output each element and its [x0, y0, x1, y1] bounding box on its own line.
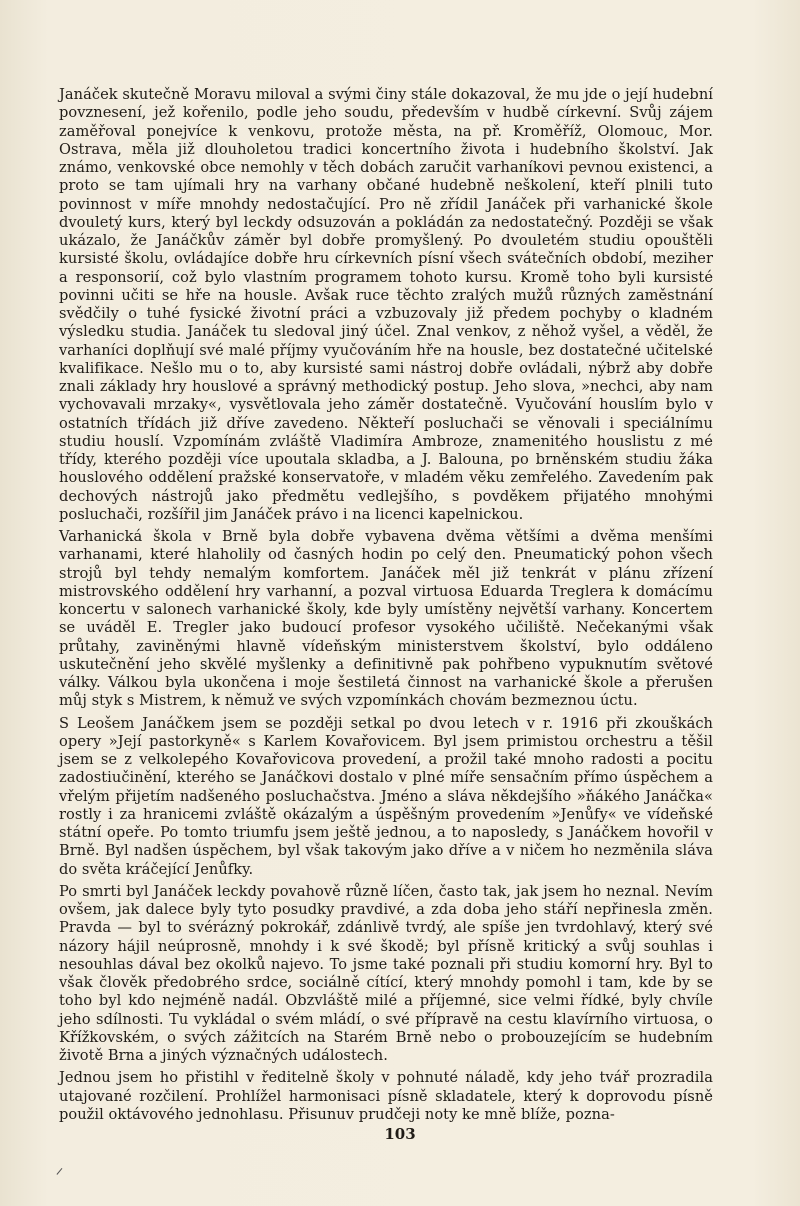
paragraph-4: Po smrti byl Janáček leckdy povahově různě líčen, často tak, jak jsem ho neznal. Nevím ovšem, jak dalece byly tyto posudky pravdivé, a zda doba jeho stáří nepřinesla změn. Pravda — byl to svérázný pokrokář, zdánlivě tvrdý, ale spíše jen tvrdohlavý, který své názory hájil neúprosně, mnohdy i k své škodě; byl přísně kritický a svůj souhlas i nesouhlas dával bez okolků najevo. To jsme také poznali při studiu komorní hry. Byl to však člověk předobrého srdce, sociálně cítící, který mnohdy pomohl i tam, kde by se toho byl kdo nejméně nadál. Obzvláště milé a příjemné, sice velmi řídké, byly chvíle jeho sdílnosti. Tu vykládal o svém mládí, o své přípravě na cestu klavírního virtuosa, o Křížkovském, o svých zážitcích na Starém Brně nebo o probouzejícím se hudebním životě Brna a jiných význačných událostech. [59, 882, 713, 1064]
paragraph-1: Janáček skutečně Moravu miloval a svými činy stále dokazoval, že mu jde o její hudební povznesení, jež kořenilo, podle jeho soudu, především v hudbě církevní. Svůj zájem zaměřoval ponejvíce k venkovu, protože města, na př. Kroměříž, Olomouc, Mor. Ostrava, měla již dlouholetou tradici koncertního života i hudebního školství. Jak známo, venkovské obce nemohly v těch dobách zaručit varhaníkovi pevnou existenci, a proto se tam ujímali hry na varhany občané hudebně neškolení, kteří plnili tuto povinnost v míře mnohdy nedostačující. Pro ně zřídil Janáček při varhanické škole dvouletý kurs, který byl leckdy odsuzován a pokládán za nedostatečný. Později se však ukázalo, že Janáčkův záměr byl dobře promyšlený. Po dvouletém studiu opouštěli kursisté školu, ovládajíce dobře hru církevních písní všech svátečních období, meziher a responsorií, což bylo vlastním programem tohoto kursu. Kromě toho byli kursisté povinni učiti se hře na housle. Avšak ruce těchto zralých mužů různých zaměstnání svědčily o tuhé fysické životní práci a vzbuzovaly již předem pochyby o kladném výsledku studia. Janáček tu sledoval jiný účel. Znal venkov, z něhož vyšel, a věděl, že varhaníci doplňují své malé příjmy vyučováním hře na housle, bez dostatečné učitelské kvalifikace. Nešlo mu o to, aby kursisté sami nástroj dobře ovládali, nýbrž aby dobře znali základy hry houslové a správný methodický postup. Jeho slova, »nechci, aby nam vychovavali mrzaky«, vysvětlovala jeho záměr dostatečně. Vyučování houslím bylo v ostatních třídách již dříve zavedeno. Někteří posluchači se věnovali i speciálnímu studiu houslí. Vzpomínám zvláště Vladimíra Ambroze, znamenitého houslistu z mé třídy, kterého později více upoutala skladba, a J. Balouna, po brněnském studiu žáka houslového oddělení pražské konservatoře, v mladém věku zemřelého. Zavedením pak dechových nástrojů jako předmětu vedlejšího, s povděkem přijatého mnohými posluchači, rozšířil jim Janáček právo i na licenci kapelnickou. [59, 86, 713, 523]
body-text [59, 86, 713, 1128]
paragraph-2: Varhanická škola v Brně byla dobře vybavena dvěma většími a dvěma menšími varhanami, které hlaholily od časných hodin po celý den. Pneumatický pohon všech strojů byl tehdy nemalým komfortem. Janáček měl již tenkrát v plánu zřízení mistrovského oddělení hry varhanní, a pozval virtuosa Eduarda Treglera k domácímu koncertu v salonech varhanické školy, kde byly umístěny největší varhany. Koncertem se uváděl E. Tregler jako budoucí profesor vysokého učiliště. Nečekanými však průtahy, zaviněnými hlavně vídeňským ministerstvem školství, bylo oddáleno uskutečnění jeho skvělé myšlenky a definitivně pak pohřbeno vypuknutím světové války. Válkou byla ukončena i moje šestiletá činnost na varhanické škole a přerušen můj styk s Mistrem, k němuž ve svých vzpomínkách chovám bezmeznou úctu. [59, 528, 713, 710]
paragraph-5: Jednou jsem ho přistihl v ředitelně školy v pohnuté náladě, kdy jeho tvář prozradila utajované rozčilení. Prohlížel harmonisaci písně skladatele, který k doprovodu písně použil oktávového jednohlasu. Přisunuv prudčeji noty ke mně blíže, pozna- [59, 1069, 713, 1123]
page-number: 103 [384, 1125, 416, 1143]
paragraph-3: S Leošem Janáčkem jsem se později setkal po dvou letech v r. 1916 při zkouškách opery »Její pastorkyně« s Karlem Kovařovicem. Byl jsem primistou orchestru a těšil jsem se z velkolepého Kovařovicova provedení, a prožil také mnoho radosti a pocitu zadostiučinění, kterého se Janáčkovi dostalo v plné míře sensačním přímo úspěchem a vřelým přijetím nadšeného posluchačstva. Jméno a sláva někdejšího »ňákého Janáčka« rostly i za hranicemi zvláště okázalým a úspěšným provedením »Jenůfy« ve vídeňské státní opeře. Po tomto triumfu jsem ještě jednou, a to naposledy, s Janáčkem hovořil v Brně. Byl nadšen úspěchem, byl však takovým jako dříve a v ničem ho nezměnila sláva do světa kráčející Jenůfky. [59, 714, 713, 878]
pencil-mark [56, 1168, 68, 1180]
